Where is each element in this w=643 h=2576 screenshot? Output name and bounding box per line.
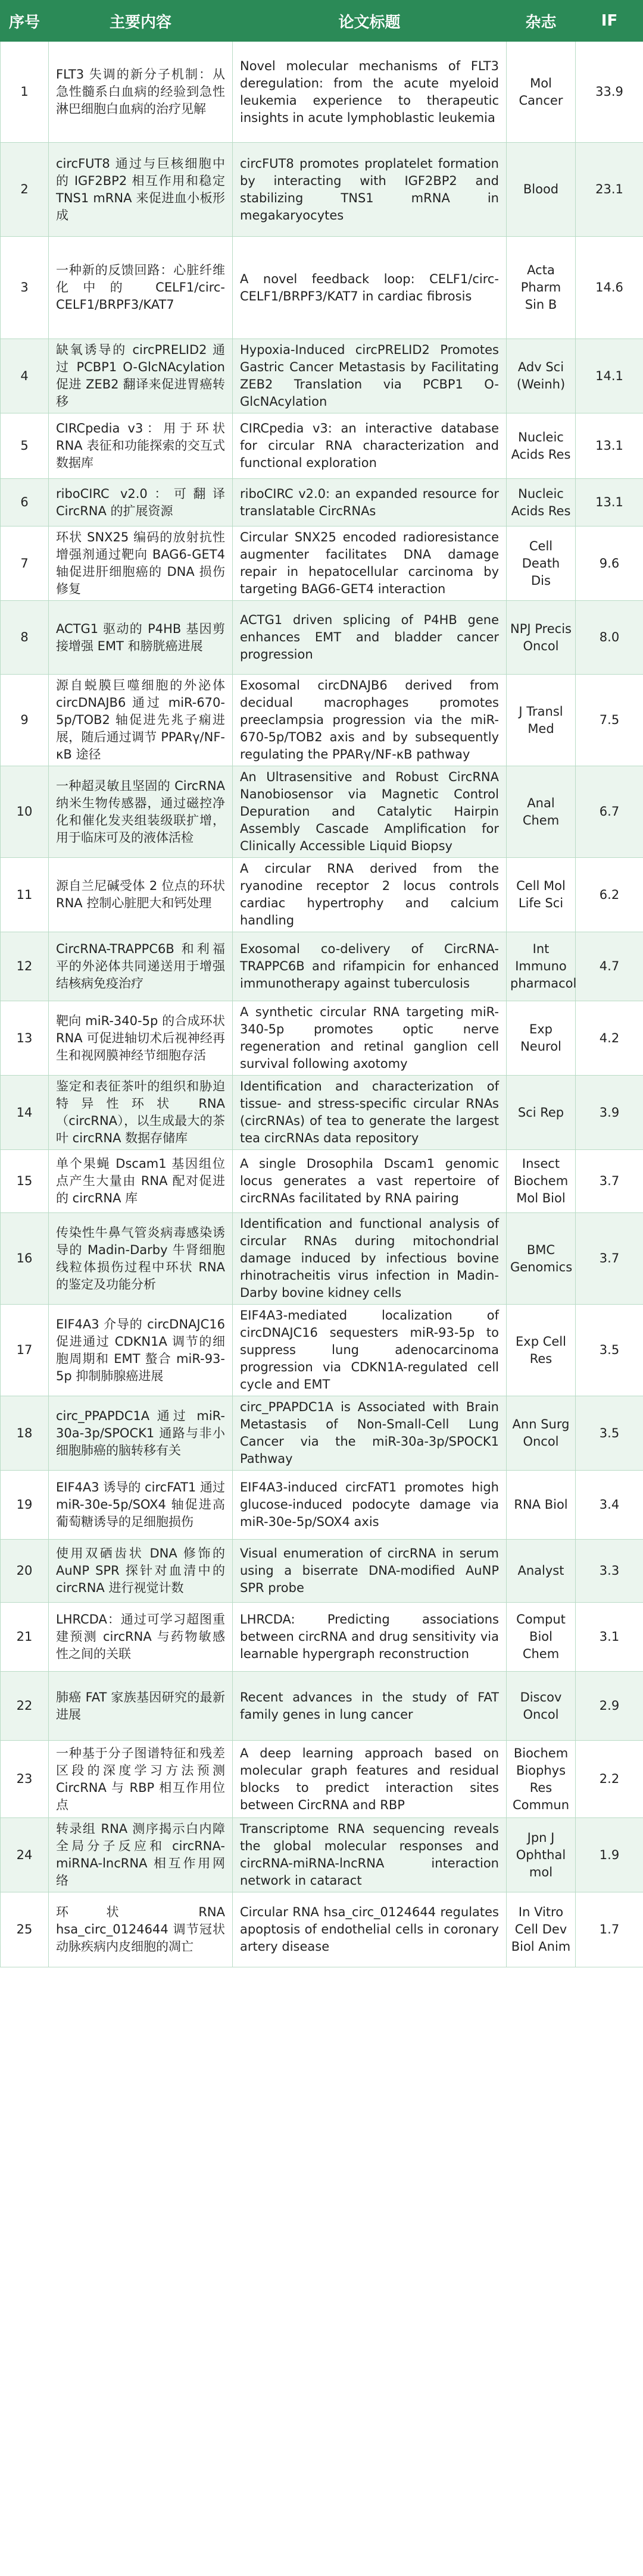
row-number: 21 bbox=[1, 1603, 49, 1672]
row-number: 3 bbox=[1, 237, 49, 339]
row-chinese-summary: 使用双硒齿状 DNA 修饰的 AuNP SPR 探针对血清中的 circRNA 进行视觉计数 bbox=[49, 1540, 233, 1603]
row-impact-factor: 2.9 bbox=[576, 1672, 643, 1741]
row-number: 24 bbox=[1, 1818, 49, 1892]
row-chinese-summary: ACTG1 驱动的 P4HB 基因剪接增强 EMT 和膀胱癌进展 bbox=[49, 601, 233, 675]
row-paper-title: Hypoxia-Induced circPRELID2 Promotes Gastric Cancer Metastasis by Facilitating ZEB2 Translation via PCBP1 O-GlcNAcylation bbox=[233, 339, 507, 413]
row-number: 4 bbox=[1, 339, 49, 413]
row-chinese-summary: 源自兰尼碱受体 2 位点的环状 RNA 控制心脏肥大和钙处理 bbox=[49, 858, 233, 932]
row-paper-title: Exosomal co-delivery of CircRNA-TRAPPC6B and rifampicin for enhanced immunotherapy against tuberculosis bbox=[233, 932, 507, 1001]
header-row bbox=[1, 1, 643, 42]
table-row bbox=[1, 143, 643, 237]
row-paper-title: A circular RNA derived from the ryanodine receptor 2 locus controls cardiac hypertrophy and calcium handling bbox=[233, 858, 507, 932]
row-number: 8 bbox=[1, 601, 49, 675]
row-number: 18 bbox=[1, 1396, 49, 1471]
row-chinese-summary: LHRCDA：通过可学习超图重建预测 circRNA 与药物敏感性之间的关联 bbox=[49, 1603, 233, 1672]
row-chinese-summary: 传染性牛鼻气管炎病毒感染诱导的 Madin-Darby 牛肾细胞线粒体损伤过程中环状 RNA 的鉴定及功能分析 bbox=[49, 1213, 233, 1305]
row-chinese-summary: riboCIRC v2.0：可翻译 CircRNA 的扩展资源 bbox=[49, 479, 233, 527]
row-chinese-summary: 缺氧诱导的 circPRELID2 通过 PCBP1 O-GlcNAcylation 促进 ZEB2 翻译来促进胃癌转移 bbox=[49, 339, 233, 413]
row-journal: Mol Cancer bbox=[507, 42, 576, 143]
table-row bbox=[1, 675, 643, 766]
table-row bbox=[1, 1672, 643, 1741]
row-journal: Comput Biol Chem bbox=[507, 1603, 576, 1672]
row-impact-factor: 4.2 bbox=[576, 1001, 643, 1076]
row-paper-title: Circular SNX25 encoded radioresistance augmenter facilitates DNA damage repair in hepatocellular carcinoma by targeting BAG6-GET4 interaction bbox=[233, 527, 507, 601]
row-paper-title: A synthetic circular RNA targeting miR-340-5p promotes optic nerve regeneration and retinal ganglion cell survival following axotomy bbox=[233, 1001, 507, 1076]
header-paper-title: 论文标题 bbox=[233, 1, 507, 42]
row-journal: Nucleic Acids Res bbox=[507, 479, 576, 527]
row-journal: Cell Mol Life Sci bbox=[507, 858, 576, 932]
row-chinese-summary: circ_PPAPDC1A 通过 miR-30a-3p/SPOCK1 通路与非小细胞肺癌的脑转移有关 bbox=[49, 1396, 233, 1471]
row-chinese-summary: 单个果蝇 Dscam1 基因组位点产生大量由 RNA 配对促进的 circRNA 库 bbox=[49, 1150, 233, 1213]
row-journal: Int Immuno pharmacol bbox=[507, 932, 576, 1001]
row-journal: In Vitro Cell Dev Biol Anim bbox=[507, 1892, 576, 1967]
row-impact-factor: 8.0 bbox=[576, 601, 643, 675]
row-number: 23 bbox=[1, 1741, 49, 1818]
header-impact-factor: IF bbox=[576, 1, 643, 42]
row-paper-title: EIF4A3-induced circFAT1 promotes high glucose-induced podocyte damage via miR-30e-5p/SOX4 axis bbox=[233, 1471, 507, 1540]
table-row bbox=[1, 527, 643, 601]
row-journal: Sci Rep bbox=[507, 1076, 576, 1150]
table-row bbox=[1, 1741, 643, 1818]
row-number: 19 bbox=[1, 1471, 49, 1540]
table-row bbox=[1, 1213, 643, 1305]
table-row bbox=[1, 1001, 643, 1076]
table-row bbox=[1, 932, 643, 1001]
row-journal: NPJ Precis Oncol bbox=[507, 601, 576, 675]
row-journal: Analyst bbox=[507, 1540, 576, 1603]
row-impact-factor: 13.1 bbox=[576, 413, 643, 479]
row-impact-factor: 14.1 bbox=[576, 339, 643, 413]
row-number: 13 bbox=[1, 1001, 49, 1076]
row-chinese-summary: 肺癌 FAT 家族基因研究的最新进展 bbox=[49, 1672, 233, 1741]
row-impact-factor: 2.2 bbox=[576, 1741, 643, 1818]
table-row bbox=[1, 766, 643, 858]
row-impact-factor: 3.7 bbox=[576, 1150, 643, 1213]
table-row bbox=[1, 1603, 643, 1672]
table-row bbox=[1, 42, 643, 143]
row-chinese-summary: EIF4A3 诱导的 circFAT1 通过 miR-30e-5p/SOX4 轴促进高葡萄糖诱导的足细胞损伤 bbox=[49, 1471, 233, 1540]
row-number: 11 bbox=[1, 858, 49, 932]
row-journal: J Transl Med bbox=[507, 675, 576, 766]
row-paper-title: A novel feedback loop: CELF1/circ-CELF1/BRPF3/KAT7 in cardiac fibrosis bbox=[233, 237, 507, 339]
row-number: 25 bbox=[1, 1892, 49, 1967]
row-journal: Ann Surg Oncol bbox=[507, 1396, 576, 1471]
row-number: 12 bbox=[1, 932, 49, 1001]
table-body bbox=[1, 42, 643, 1967]
row-journal: BMC Genomics bbox=[507, 1213, 576, 1305]
row-paper-title: Identification and functional analysis of circular RNAs during mitochondrial damage induced by infectious bovine rhinotracheitis virus infection in Madin-Darby bovine kidney cells bbox=[233, 1213, 507, 1305]
row-impact-factor: 13.1 bbox=[576, 479, 643, 527]
row-chinese-summary: 源自蜕膜巨噬细胞的外泌体 circDNAJB6 通过 miR-670-5p/TOB2 轴促进先兆子痫进展，随后通过调节 PPARγ/NF-κB 途径 bbox=[49, 675, 233, 766]
table-row bbox=[1, 1305, 643, 1396]
row-paper-title: riboCIRC v2.0: an expanded resource for translatable CircRNAs bbox=[233, 479, 507, 527]
row-impact-factor: 3.4 bbox=[576, 1471, 643, 1540]
row-chinese-summary: 鉴定和表征茶叶的组织和胁迫特异性环状 RNA（circRNA），以生成最大的茶叶 circRNA 数据存储库 bbox=[49, 1076, 233, 1150]
row-chinese-summary: circFUT8 通过与巨核细胞中的 IGF2BP2 相互作用和稳定 TNS1 mRNA 来促进血小板形成 bbox=[49, 143, 233, 237]
header-num: 序号 bbox=[1, 1, 49, 42]
row-impact-factor: 7.5 bbox=[576, 675, 643, 766]
row-number: 7 bbox=[1, 527, 49, 601]
row-number: 10 bbox=[1, 766, 49, 858]
row-paper-title: Circular RNA hsa_circ_0124644 regulates apoptosis of endothelial cells in coronary artery disease bbox=[233, 1892, 507, 1967]
row-paper-title: An Ultrasensitive and Robust CircRNA Nanobiosensor via Magnetic Control Depuration and Catalytic Hairpin Assembly Cascade Amplification for Clinically Accessible Liquid Biopsy bbox=[233, 766, 507, 858]
row-number: 17 bbox=[1, 1305, 49, 1396]
row-paper-title: ACTG1 driven splicing of P4HB gene enhances EMT and bladder cancer progression bbox=[233, 601, 507, 675]
row-chinese-summary: FLT3 失调的新分子机制：从急性髓系白血病的经验到急性淋巴细胞白血病的治疗见解 bbox=[49, 42, 233, 143]
row-paper-title: Visual enumeration of circRNA in serum using a biserrate DNA-modified AuNP SPR probe bbox=[233, 1540, 507, 1603]
row-impact-factor: 9.6 bbox=[576, 527, 643, 601]
row-chinese-summary: 靶向 miR-340-5p 的合成环状 RNA 可促进轴切术后视神经再生和视网膜神经节细胞存活 bbox=[49, 1001, 233, 1076]
row-impact-factor: 1.7 bbox=[576, 1892, 643, 1967]
row-paper-title: Novel molecular mechanisms of FLT3 deregulation: from the acute myeloid leukemia experience to therapeutic insights in acute lymphoblastic leukemia bbox=[233, 42, 507, 143]
table-row bbox=[1, 339, 643, 413]
row-impact-factor: 33.9 bbox=[576, 42, 643, 143]
row-journal: Acta Pharm Sin B bbox=[507, 237, 576, 339]
row-impact-factor: 3.9 bbox=[576, 1076, 643, 1150]
row-impact-factor: 1.9 bbox=[576, 1818, 643, 1892]
row-journal: Anal Chem bbox=[507, 766, 576, 858]
table-row bbox=[1, 479, 643, 527]
table-row bbox=[1, 1076, 643, 1150]
row-journal: Biochem Biophys Res Commun bbox=[507, 1741, 576, 1818]
row-number: 15 bbox=[1, 1150, 49, 1213]
row-journal: Exp Cell Res bbox=[507, 1305, 576, 1396]
row-chinese-summary: 一种新的反馈回路：心脏纤维化中的 CELF1/circ-CELF1/BRPF3/KAT7 bbox=[49, 237, 233, 339]
row-impact-factor: 23.1 bbox=[576, 143, 643, 237]
row-paper-title: A single Drosophila Dscam1 genomic locus generates a vast repertoire of circRNAs facilitated by RNA pairing bbox=[233, 1150, 507, 1213]
row-chinese-summary: 一种超灵敏且坚固的 CircRNA 纳米生物传感器，通过磁控净化和催化发夹组装级联扩增，用于临床可及的液体活检 bbox=[49, 766, 233, 858]
row-impact-factor: 6.2 bbox=[576, 858, 643, 932]
row-number: 14 bbox=[1, 1076, 49, 1150]
row-journal: Jpn J Ophthal mol bbox=[507, 1818, 576, 1892]
row-impact-factor: 6.7 bbox=[576, 766, 643, 858]
table-row bbox=[1, 1150, 643, 1213]
row-chinese-summary: 一种基于分子图谱特征和残差区段的深度学习方法预测 CircRNA 与 RBP 相互作用位点 bbox=[49, 1741, 233, 1818]
row-impact-factor: 3.5 bbox=[576, 1305, 643, 1396]
row-impact-factor: 3.7 bbox=[576, 1213, 643, 1305]
row-chinese-summary: 转录组 RNA 测序揭示白内障全局分子反应和 circRNA-miRNA-lncRNA 相互作用网络 bbox=[49, 1818, 233, 1892]
row-paper-title: Recent advances in the study of FAT family genes in lung cancer bbox=[233, 1672, 507, 1741]
row-impact-factor: 3.3 bbox=[576, 1540, 643, 1603]
header-zh-summary: 主要内容 bbox=[49, 1, 233, 42]
row-journal: RNA Biol bbox=[507, 1471, 576, 1540]
row-number: 20 bbox=[1, 1540, 49, 1603]
row-journal: Blood bbox=[507, 143, 576, 237]
row-chinese-summary: 环状 SNX25 编码的放射抗性增强剂通过靶向 BAG6-GET4 轴促进肝细胞癌的 DNA 损伤修复 bbox=[49, 527, 233, 601]
header-journal: 杂志 bbox=[507, 1, 576, 42]
row-journal: Discov Oncol bbox=[507, 1672, 576, 1741]
row-impact-factor: 3.5 bbox=[576, 1396, 643, 1471]
row-impact-factor: 4.7 bbox=[576, 932, 643, 1001]
row-paper-title: Identification and characterization of tissue- and stress-specific circular RNAs (circRNAs) of tea to generate the largest tea circRNAs data repository bbox=[233, 1076, 507, 1150]
row-number: 6 bbox=[1, 479, 49, 527]
table-row bbox=[1, 1818, 643, 1892]
table-row bbox=[1, 1396, 643, 1471]
row-journal: Nucleic Acids Res bbox=[507, 413, 576, 479]
row-paper-title: circ_PPAPDC1A is Associated with Brain Metastasis of Non-Small-Cell Lung Cancer via the miR-30a-3p/SPOCK1 Pathway bbox=[233, 1396, 507, 1471]
row-number: 1 bbox=[1, 42, 49, 143]
row-chinese-summary: CircRNA-TRAPPC6B 和利福平的外泌体共同递送用于增强结核病免疫治疗 bbox=[49, 932, 233, 1001]
row-chinese-summary: EIF4A3 介导的 circDNAJC16 促进通过 CDKN1A 调节的细胞周期和 EMT 螯合 miR-93-5p 抑制肺腺癌进展 bbox=[49, 1305, 233, 1396]
row-paper-title: LHRCDA: Predicting associations between circRNA and drug sensitivity via learnable hypergraph reconstruction bbox=[233, 1603, 507, 1672]
row-paper-title: Transcriptome RNA sequencing reveals the global molecular responses and circRNA-miRNA-lncRNA interaction network in cataract bbox=[233, 1818, 507, 1892]
row-number: 16 bbox=[1, 1213, 49, 1305]
table-header bbox=[1, 1, 643, 42]
table-row bbox=[1, 1540, 643, 1603]
row-paper-title: circFUT8 promotes proplatelet formation by interacting with IGF2BP2 and stabilizing TNS1 mRNA in megakaryocytes bbox=[233, 143, 507, 237]
row-chinese-summary: CIRCpedia v3：用于环状 RNA 表征和功能探索的交互式数据库 bbox=[49, 413, 233, 479]
row-paper-title: Exosomal circDNAJB6 derived from decidual macrophages promotes preeclampsia progression via the miR-670-5p/TOB2 axis and by subsequently regulating the PPARγ/NF-κB pathway bbox=[233, 675, 507, 766]
row-paper-title: A deep learning approach based on molecular graph features and residual blocks to predict interaction sites between CircRNA and RBP bbox=[233, 1741, 507, 1818]
table-row bbox=[1, 237, 643, 339]
row-paper-title: EIF4A3-mediated localization of circDNAJC16 sequesters miR-93-5p to suppress lung adenocarcinoma progression via CDKN1A-regulated cell cycle and EMT bbox=[233, 1305, 507, 1396]
row-journal: Exp Neurol bbox=[507, 1001, 576, 1076]
row-number: 2 bbox=[1, 143, 49, 237]
table-row bbox=[1, 1471, 643, 1540]
row-number: 9 bbox=[1, 675, 49, 766]
row-chinese-summary: 环状 RNA hsa_circ_0124644 调节冠状动脉疾病内皮细胞的凋亡 bbox=[49, 1892, 233, 1967]
row-journal: Insect Biochem Mol Biol bbox=[507, 1150, 576, 1213]
row-impact-factor: 14.6 bbox=[576, 237, 643, 339]
row-number: 22 bbox=[1, 1672, 49, 1741]
table-row bbox=[1, 1892, 643, 1967]
row-journal: Adv Sci (Weinh) bbox=[507, 339, 576, 413]
table-row bbox=[1, 858, 643, 932]
table-row bbox=[1, 413, 643, 479]
row-number: 5 bbox=[1, 413, 49, 479]
row-paper-title: CIRCpedia v3: an interactive database for circular RNA characterization and functional exploration bbox=[233, 413, 507, 479]
table-row bbox=[1, 601, 643, 675]
row-journal: Cell Death Dis bbox=[507, 527, 576, 601]
row-impact-factor: 3.1 bbox=[576, 1603, 643, 1672]
